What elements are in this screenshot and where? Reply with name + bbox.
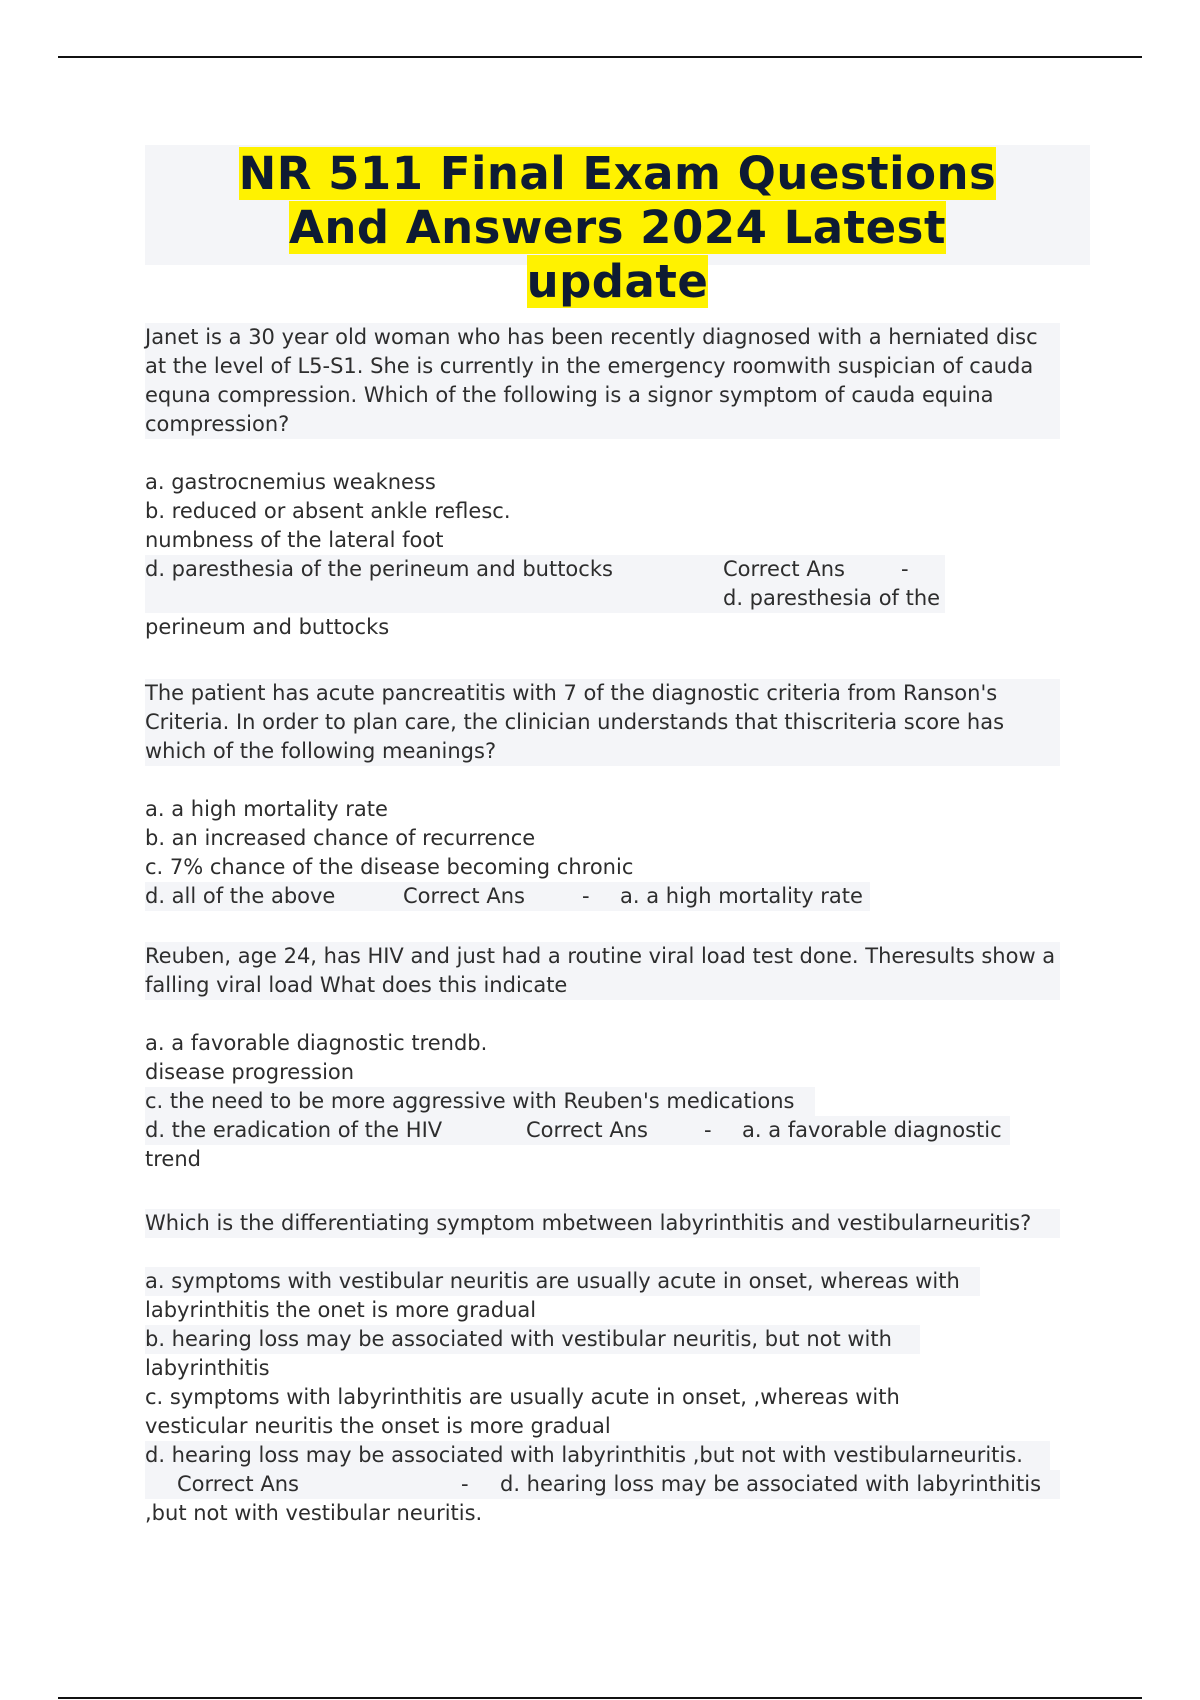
option: c. the need to be more aggressive with Reuben's medications (145, 1087, 815, 1116)
option: d. hearing loss may be associated with labyrinthitis ,but not with vestibularneuritis. (145, 1441, 1050, 1470)
correct-answer: a. a favorable diagnostic (742, 1118, 1002, 1142)
correct-answer-label: Correct Ans (723, 557, 845, 581)
answer-dash: - (582, 884, 590, 908)
question-1 (145, 323, 1060, 642)
option: a. gastrocnemius weakness (145, 470, 436, 494)
answer-row (145, 1470, 1060, 1499)
top-rule (58, 56, 1142, 58)
option-with-answer (145, 1116, 1010, 1145)
correct-answer-label: Correct Ans (177, 1472, 299, 1496)
option: labyrinthitis (145, 1356, 270, 1380)
title-line-2: And Answers 2024 Latest (289, 201, 946, 254)
question-stem: The patient has acute pancreatitis with 7 of the diagnostic criteria from Ranson's Criteria. In order to plan care, the clinician understands that thiscriteria score has which of the following meanings? (145, 679, 1060, 766)
option: c. symptoms with labyrinthitis are usually acute in onset, ,whereas with (145, 1385, 900, 1409)
option: disease progression (145, 1060, 355, 1084)
answer-dash: - (461, 1472, 469, 1496)
question-2 (145, 679, 1060, 911)
question-4 (145, 1209, 1060, 1528)
bottom-rule (58, 1697, 1142, 1699)
correct-answer-continued: ,but not with vestibular neuritis. (145, 1501, 483, 1525)
option: b. reduced or absent ankle reflesc. (145, 499, 511, 523)
title-line-3: update (526, 255, 709, 308)
correct-answer-label: Correct Ans (403, 884, 525, 908)
correct-answer-continued: perineum and buttocks (145, 615, 390, 639)
correct-answer-continued: trend (145, 1147, 201, 1171)
option: labyrinthitis the onet is more gradual (145, 1298, 537, 1322)
document-title (145, 145, 1090, 308)
correct-answer-label: Correct Ans (526, 1118, 648, 1142)
option-with-answer (145, 555, 945, 613)
correct-answer: d. hearing loss may be associated with labyrinthitis (500, 1472, 1042, 1496)
option: a. a favorable diagnostic trendb. (145, 1031, 488, 1055)
answer-dash: - (704, 1118, 712, 1142)
option: a. symptoms with vestibular neuritis are usually acute in onset, whereas with (145, 1267, 980, 1296)
correct-answer: d. paresthesia of the (723, 586, 941, 610)
option-with-answer (145, 882, 870, 911)
question-stem: Which is the differentiating symptom mbetween labyrinthitis and vestibularneuritis? (145, 1209, 1060, 1238)
option: d. paresthesia of the perineum and buttocks (145, 557, 613, 581)
title-line-1: NR 511 Final Exam Questions (238, 147, 997, 200)
option: vesticular neuritis the onset is more gradual (145, 1414, 611, 1438)
option: b. hearing loss may be associated with vestibular neuritis, but not with (145, 1325, 920, 1354)
option: a. a high mortality rate (145, 797, 388, 821)
question-3 (145, 942, 1060, 1174)
question-stem: Janet is a 30 year old woman who has been recently diagnosed with a herniated disc at the level of L5-S1. She is currently in the emergency roomwith suspician of cauda equna compression. Which of the following is a signor symptom of cauda equina compression? (145, 323, 1060, 439)
question-stem: Reuben, age 24, has HIV and just had a routine viral load test done. Theresults show a falling viral load What does this indicate (145, 942, 1060, 1000)
option: c. 7% chance of the disease becoming chronic (145, 855, 634, 879)
option: d. all of the above (145, 884, 336, 908)
option: numbness of the lateral foot (145, 528, 444, 552)
answer-dash: - (901, 557, 909, 581)
option: d. the eradication of the HIV (145, 1118, 443, 1142)
correct-answer: a. a high mortality rate (620, 884, 863, 908)
option: b. an increased chance of recurrence (145, 826, 536, 850)
